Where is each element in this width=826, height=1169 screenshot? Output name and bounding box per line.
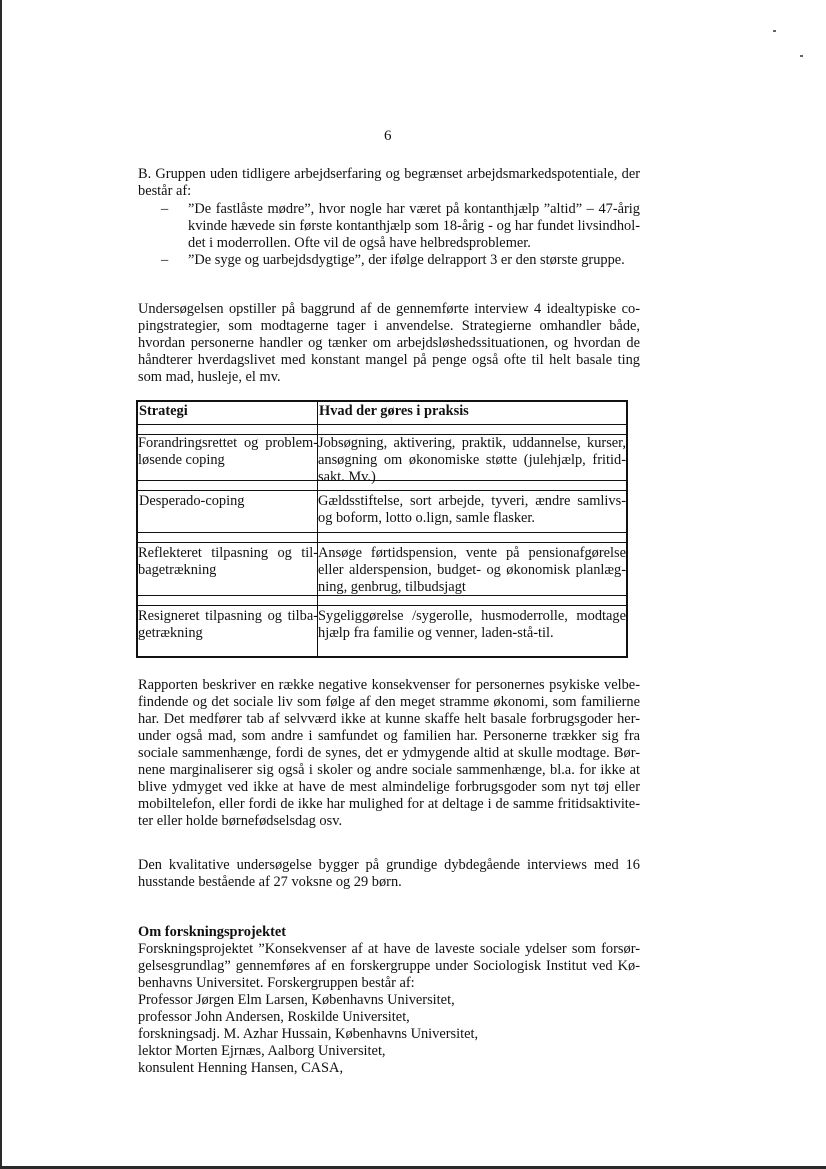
research-project-section [138,924,640,1077]
list-item [188,252,640,269]
table-cell-practice [317,543,626,596]
list-dash: – [161,252,169,268]
table-cell-practice [317,491,626,527]
paragraph-interviews [138,857,640,891]
text-line: konsulent Henning Hansen, CASA, [138,1060,344,1076]
list-item [188,201,640,252]
list-dash: – [161,201,169,217]
text-line: Forskningsprojektet ”Konsekvenser af at have de laveste sociale ydelser som forsør- [138,941,640,957]
text-line: Professor Jørgen Elm Larsen, Københavns Universitet, [138,992,455,1008]
paragraph-consequences [138,677,640,830]
table-cell-practice [317,433,626,486]
text-line: professor John Andersen, Roskilde Universitet, [138,1009,410,1025]
paragraph-coping [138,301,640,386]
text-line: ter eller holde børnefødselsdag osv. [138,813,343,829]
text-line: forskningsadj. M. Azhar Hussain, Københavns Universitet, [138,1026,479,1042]
text-line: ”De fastlåste mødre”, hvor nogle har været på kontanthjælp ”altid” – 47-årig [188,201,640,217]
table-header-strategy: Strategi [139,403,188,419]
text-line: Gældsstiftelse, sort arbejde, tyveri, ændre samlivs- [318,493,626,509]
table-cell-strategy [137,433,318,469]
scan-speck [773,30,776,32]
table-border [136,424,628,425]
text-line: Jobsøgning, aktivering, praktik, uddannelse, kurser, [318,435,626,451]
text-line: under også mad, som andre i samfundet og familien har. Personerne trækker sig fra [138,728,640,744]
text-line: benhavns Universitet. Forskergruppen består af: [138,975,415,991]
text-line: ansøgning om økonomiske støtte (julehjælp, fritid- [318,452,626,468]
text-line: ning, genbrug, tilbudsjagt [318,579,466,595]
text-line: sakt. Mv.) [318,469,376,485]
table-header-practice: Hvad der gøres i praksis [319,403,469,419]
table-border [626,400,628,658]
section-b-intro [138,166,640,200]
text-line: mobiltelefon, eller fordi de ikke har mulighed for at deltage i de samme fritidsaktivite- [138,796,640,812]
text-line: har. Det medfører tab af selvværd ikke at kunne skaffe helt basale forbrugsgoder her- [138,711,640,727]
text-line: det i moderrollen. Ofte vil de også have helbredsproblemer. [188,235,531,251]
text-line: sociale sammenhænge, fordi de synes, det er ydmygende altid at skulle modtage. Bør- [138,745,640,761]
text-line: løsende coping [138,452,225,468]
text-line: kvinde hævede sin første kontanthjælp som 18-årig - og har fundet livsindhol- [188,218,640,234]
text-line: Desperado-coping [139,493,245,509]
text-line: Sygeliggørelse /sygerolle, husmoderrolle, modtage [318,608,626,624]
text-line: gelsesgrundlag” gennemføres af en forskergruppe under Sociologisk Institut ved Kø- [138,958,640,974]
text-line: som mad, husleje, el mv. [138,369,281,385]
text-line: lektor Morten Ejrnæs, Aalborg Universitet, [138,1043,386,1059]
text-line: Resigneret tilpasning og tilba- [138,608,318,624]
table-cell-strategy [138,491,316,510]
scan-speck [800,55,803,57]
text-line: håndterer hverdagslivet med konstant mangel på penge også ofte til helt basale ting [138,352,640,368]
text-line: Rapporten beskriver en række negative konsekvenser for personernes psykiske velbe- [138,677,640,693]
page-number: 6 [384,128,392,144]
text-line: hvordan personerne handler og tænker om arbejdsløshedssituationen, og hvordan de [138,335,640,351]
text-line: husstande bestående af 27 voksne og 29 børn. [138,874,402,890]
text-line: blive ydmyget ved ikke at have de mest almindelige forbrugsgoder som nyt tøj eller [138,779,640,795]
text-line: Ansøge førtidspension, vente på pensionafgørelse [318,545,626,561]
text-line: Den kvalitative undersøgelse bygger på grundige dybdegående interviews med 16 [138,857,640,873]
table-cell-strategy [137,606,318,642]
table-cell-practice [317,606,626,642]
text-line: og boform, lotto o.lign, samle flasker. [318,510,536,526]
text-line: eller alderspension, budget- og økonomisk planlæg- [318,562,626,578]
text-line: findende og det sociale liv som følge af den meget stramme økonomi, som familierne [138,694,640,710]
text-line: hjælp fra familie og venner, laden-stå-til. [318,625,554,641]
text-line: B. Gruppen uden tidligere arbejdserfaring og begrænset arbejdsmarkedspotentiale, der [138,166,640,182]
text-line: pingstrategier, som modtagerne tager i anvendelse. Strategierne omhandler både, [138,318,640,334]
text-line: Undersøgelsen opstiller på baggrund af de gennemførte interview 4 idealtypiske co- [138,301,640,317]
text-line: Reflekteret tilpasning og til- [138,545,318,561]
text-line: består af: [138,183,192,199]
section-heading: Om forskningsprojektet [138,924,287,940]
text-line: bagetrækning [138,562,217,578]
scan-border-left [0,0,2,1169]
text-line: ”De syge og uarbejdsdygtige”, der ifølge delrapport 3 er den største gruppe. [188,252,625,268]
text-line: nene marginaliserer sig også i skoler og andre sociale sammenhænge, bl.a. for ikke at [138,762,640,778]
text-line: Forandringsrettet og problem- [138,435,318,451]
table-cell-strategy [137,543,318,579]
table-border [136,656,628,658]
text-line: getrækning [138,625,203,641]
table-border [136,532,628,533]
